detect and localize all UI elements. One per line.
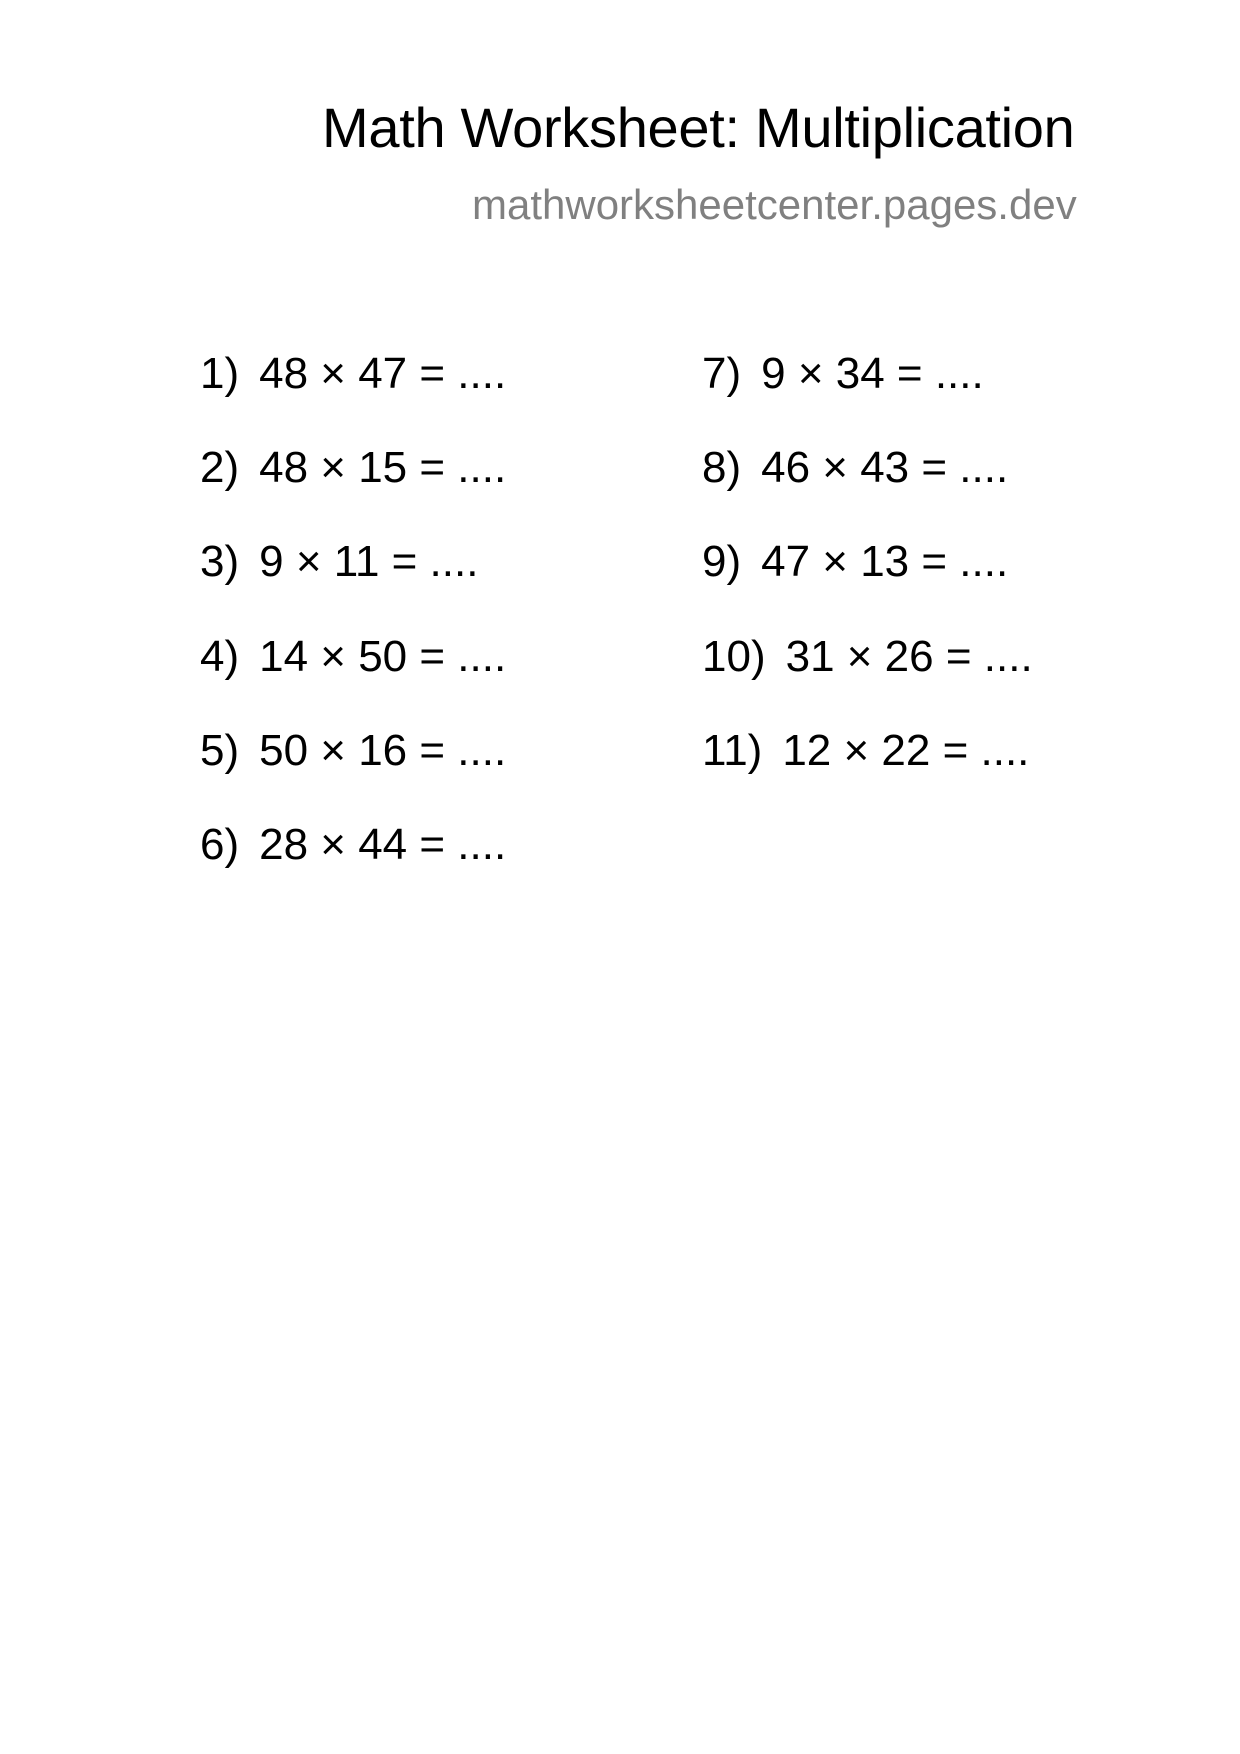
problem-expression: 46 × 43 = .... <box>761 443 1009 492</box>
problem-number: 7) <box>702 349 742 398</box>
problem-expression: 50 × 16 = .... <box>259 726 507 775</box>
problem-item <box>200 443 507 492</box>
problem-item <box>702 726 1030 775</box>
problem-expression: 12 × 22 = .... <box>782 726 1030 775</box>
problem-item <box>200 820 507 869</box>
problem-item <box>200 632 507 681</box>
problem-item <box>702 632 1033 681</box>
problem-number: 5) <box>200 726 240 775</box>
problem-number: 6) <box>200 820 240 869</box>
problem-expression: 48 × 15 = .... <box>259 443 507 492</box>
problem-expression: 9 × 11 = .... <box>259 537 479 586</box>
problem-item <box>200 726 507 775</box>
problem-expression: 31 × 26 = .... <box>785 632 1033 681</box>
problem-item <box>200 537 479 586</box>
problem-expression: 47 × 13 = .... <box>761 537 1009 586</box>
worksheet-title: Math Worksheet: Multiplication <box>322 96 1075 159</box>
problem-expression: 14 × 50 = .... <box>259 632 507 681</box>
problem-number: 9) <box>702 537 742 586</box>
problem-number: 11) <box>702 726 763 775</box>
problem-number: 1) <box>200 349 240 398</box>
problem-item <box>702 537 1009 586</box>
worksheet-source-url: mathworksheetcenter.pages.dev <box>472 181 1077 228</box>
problem-number: 8) <box>702 443 742 492</box>
problem-expression: 9 × 34 = .... <box>761 349 984 398</box>
problem-item <box>702 443 1009 492</box>
problem-item <box>200 349 507 398</box>
problem-number: 2) <box>200 443 240 492</box>
problem-expression: 28 × 44 = .... <box>259 820 507 869</box>
problem-expression: 48 × 47 = .... <box>259 349 507 398</box>
problem-number: 10) <box>702 632 766 681</box>
problem-number: 3) <box>200 537 240 586</box>
problem-number: 4) <box>200 632 240 681</box>
problem-item <box>702 349 984 398</box>
